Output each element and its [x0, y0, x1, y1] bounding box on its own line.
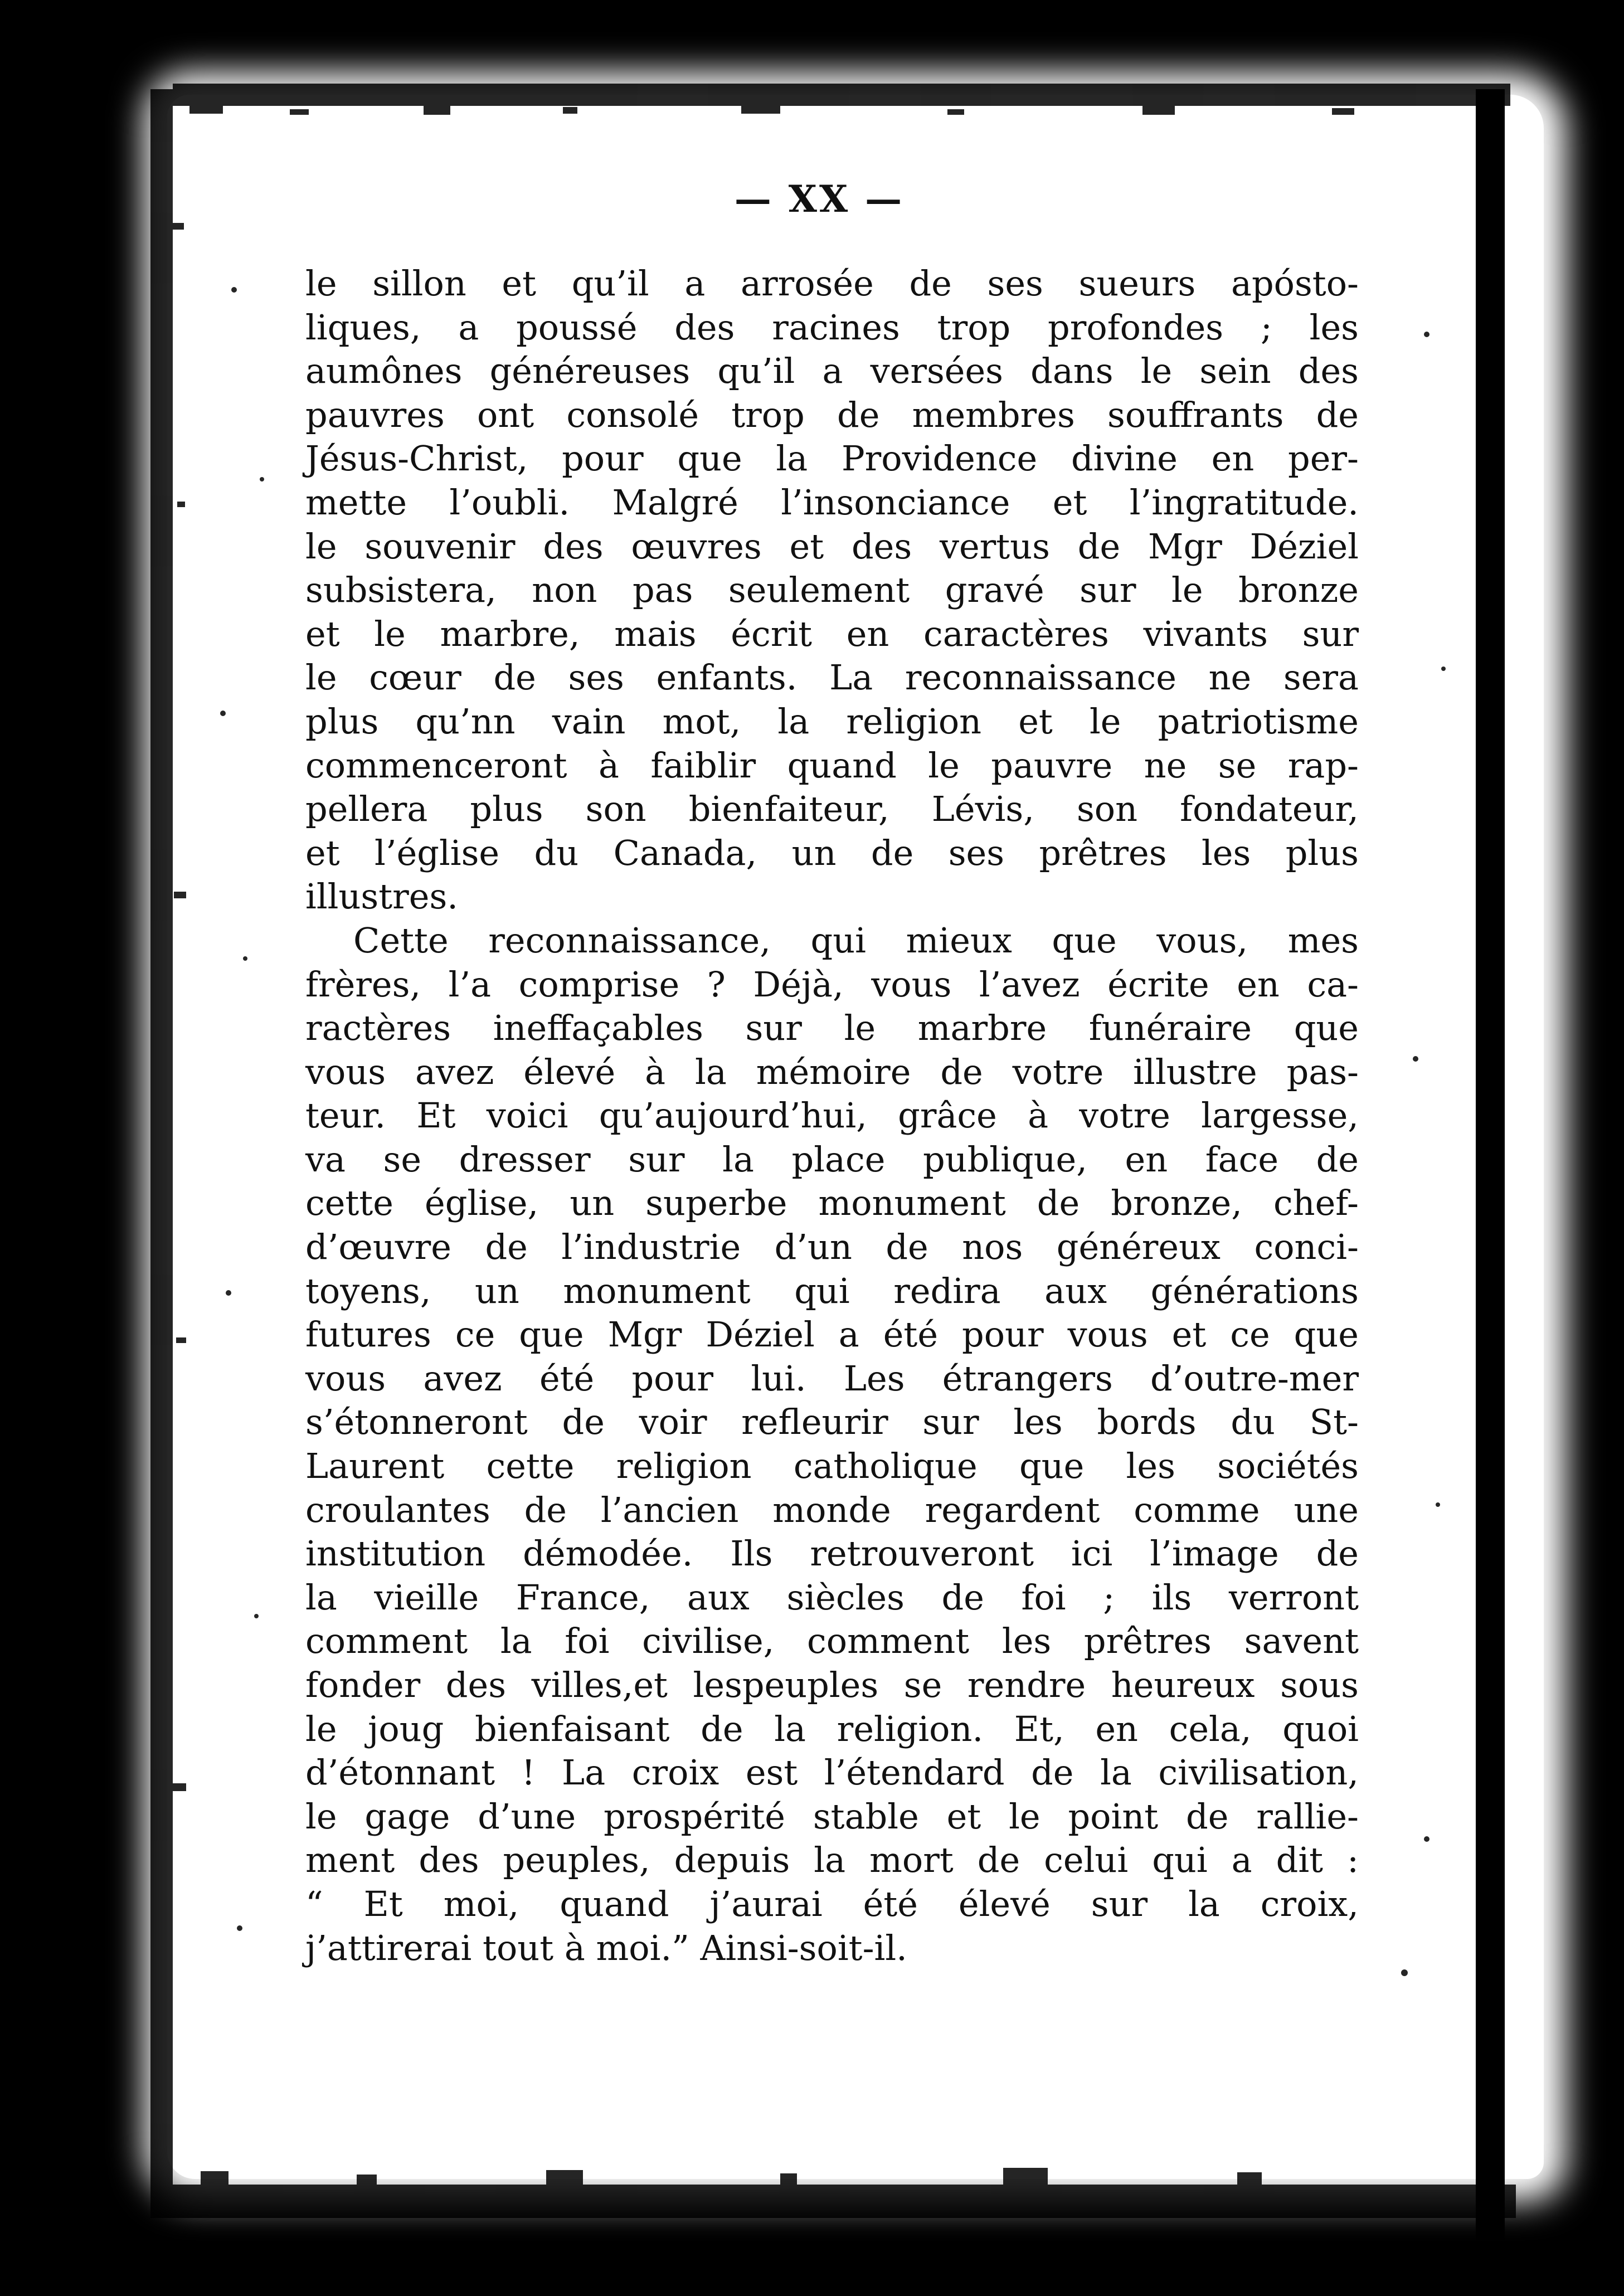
text-line: futures ce que Mgr Déziel a été pour vous et ce que	[305, 1314, 1359, 1355]
text-line: teur. Et voici qu’aujourd’hui, grâce à votre largesse,	[305, 1095, 1359, 1136]
text-line: et le marbre, mais écrit en caractères vivants sur	[305, 613, 1359, 654]
page-number: — XX —	[734, 177, 905, 221]
text-line: le souvenir des œuvres et des vertus de Mgr Déziel	[305, 526, 1359, 567]
text-line: liques, a poussé des racines trop profondes ; les	[305, 307, 1359, 348]
body-text	[305, 262, 1359, 1970]
text-line: commenceront à faiblir quand le pauvre ne se rap-	[305, 745, 1359, 786]
text-line: d’œuvre de l’industrie d’un de nos généreux conci-	[305, 1227, 1359, 1268]
text-line: et l’église du Canada, un de ses prêtres les plus	[305, 832, 1359, 873]
text-line: mette l’oubli. Malgré l’insonciance et l’ingratitude.	[305, 481, 1359, 523]
text-line: le joug bienfaisant de la religion. Et, en cela, quoi	[305, 1708, 1359, 1749]
text-line: va se dresser sur la place publique, en face de	[305, 1139, 1359, 1180]
text-line: le gage d’une prospérité stable et le point de rallie-	[305, 1796, 1359, 1837]
text-line: toyens, un monument qui redira aux générations	[305, 1270, 1359, 1311]
text-line: illustres.	[305, 876, 459, 917]
page-binding-edge	[1476, 89, 1505, 2240]
text-line: Cette reconnaissance, qui mieux que vous, mes	[353, 920, 1359, 961]
text-line: fonder des villes,et lespeuples se rendre heureux sous	[305, 1665, 1359, 1705]
text-line: Laurent cette religion catholique que les sociétés	[305, 1446, 1359, 1487]
text-line: vous avez élevé à la mémoire de votre illustre pas-	[305, 1051, 1359, 1092]
text-line: vous avez été pour lui. Les étrangers d’outre-mer	[305, 1358, 1359, 1399]
text-line: “ Et moi, quand j’aurai été élevé sur la croix,	[305, 1883, 1359, 1924]
text-line: ractères ineffaçables sur le marbre funéraire que	[305, 1008, 1359, 1049]
text-line: croulantes de l’ancien monde regardent comme une	[305, 1489, 1359, 1530]
text-line: s’étonneront de voir refleurir sur les bords du St-	[305, 1402, 1359, 1443]
text-line: le sillon et qu’il a arrosée de ses sueurs apósto-	[305, 263, 1359, 304]
text-line: pellera plus son bienfaiteur, Lévis, son fondateur,	[305, 789, 1359, 830]
text-line: le cœur de ses enfants. La reconnaissance ne sera	[305, 657, 1359, 698]
text-line: subsistera, non pas seulement gravé sur le bronze	[305, 570, 1359, 611]
text-line: cette église, un superbe monument de bronze, chef-	[305, 1183, 1359, 1224]
text-line: j’attirerai tout à moi.” Ainsi-soit-il.	[305, 1927, 907, 1968]
text-line: comment la foi civilise, comment les prêtres savent	[305, 1621, 1359, 1662]
text-line: la vieille France, aux siècles de foi ; ils verront	[305, 1577, 1359, 1618]
text-line: d’étonnant ! La croix est l’étendard de la civilisation,	[305, 1752, 1359, 1793]
text-line: institution démodée. Ils retrouveront ici l’image de	[305, 1533, 1359, 1574]
text-line: ment des peuples, depuis la mort de celui qui a dit :	[305, 1840, 1359, 1881]
text-line: Jésus-Christ, pour que la Providence divine en per-	[305, 438, 1359, 479]
text-line: plus qu’nn vain mot, la religion et le patriotisme	[305, 701, 1359, 742]
text-line: aumônes généreuses qu’il a versées dans le sein des	[305, 351, 1359, 392]
text-line: frères, l’a comprise ? Déjà, vous l’avez écrite en ca-	[305, 964, 1359, 1005]
text-line: pauvres ont consolé trop de membres souffrants de	[305, 394, 1359, 435]
